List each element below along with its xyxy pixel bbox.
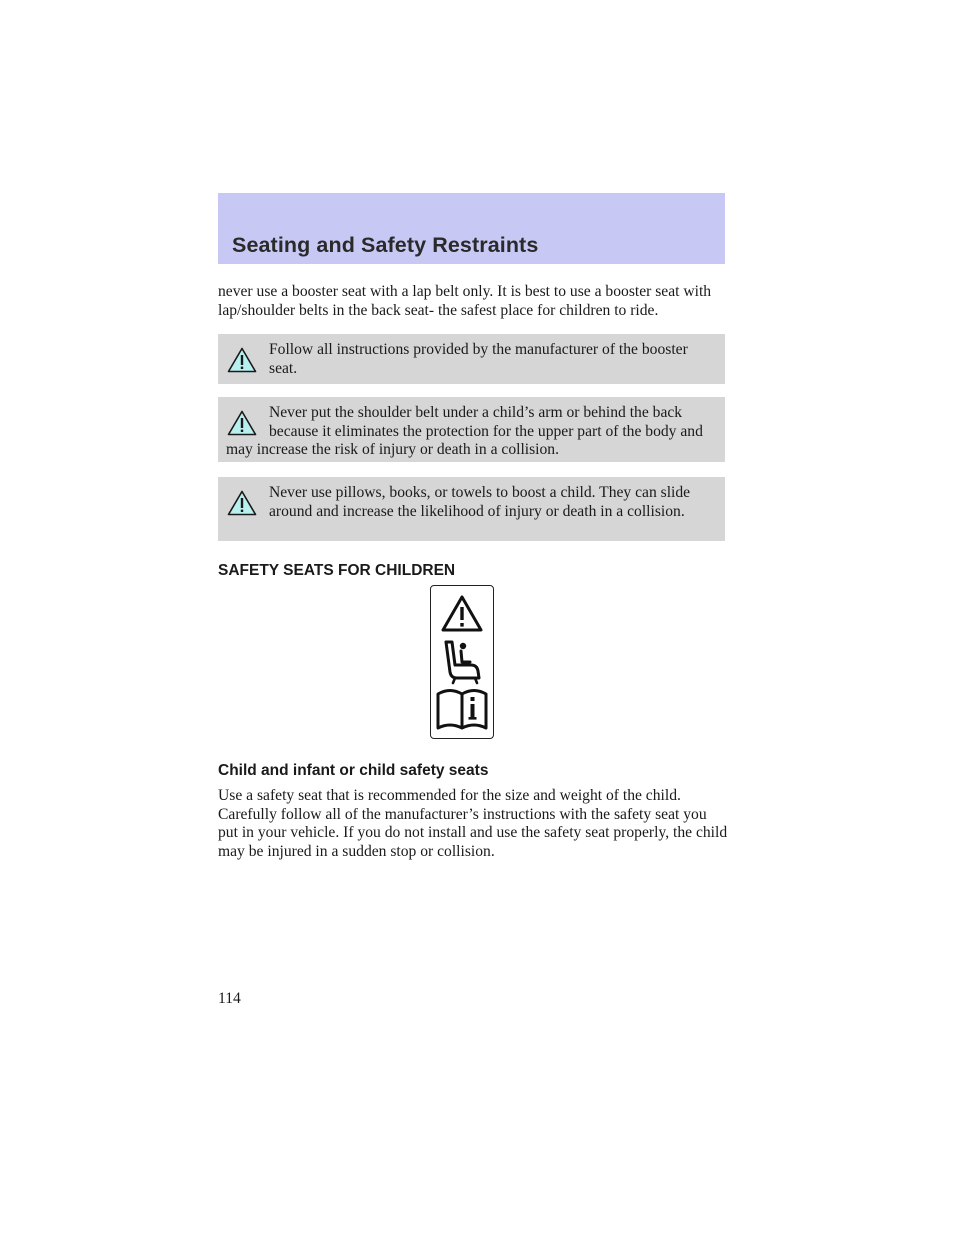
owner-manual-info-icon [438,691,486,729]
body-paragraph: Use a safety seat that is recommended for the size and weight of the child. Carefully follow all of the manufacturer’s instructions with the safety seat you put in your vehicle. If you do not install and use the safety seat properly, the child may be injured in a sudden stop or collision. [218,787,728,860]
warning-triangle-icon [227,410,257,436]
warning-text: Follow all instructions provided by the manufacturer of the booster seat. [269,341,688,377]
warning-text: Never use pillows, books, or towels to boost a child. They can slide around and increase the likelihood of injury or death in a collision. [269,484,691,520]
safety-symbol-panel [430,585,494,739]
subsection-heading: Child and infant or child safety seats [218,762,489,779]
intro-paragraph: never use a booster seat with a lap belt only. It is best to use a booster seat with lap/shoulder belts in the back seat- the safest place for children to ride. [218,283,712,319]
safety-symbols-graphic [431,586,493,738]
warning-box [218,477,725,541]
section-title: Seating and Safety Restraints [232,233,539,257]
page-number: 114 [218,990,241,1007]
warning-text: Never put the shoulder belt under a child’s arm or behind the back because it eliminates the protection for the upper part of the body and may increase the risk of injury or death in a collision. [226,404,703,458]
warning-box [218,397,725,462]
section-header-band [218,193,725,264]
warning-exclamation-icon [443,597,481,630]
warning-triangle-icon [227,347,257,373]
warning-box [218,334,725,384]
child-seat-icon [446,642,479,683]
warning-triangle-icon [227,490,257,516]
section-heading: SAFETY SEATS FOR CHILDREN [218,562,456,579]
